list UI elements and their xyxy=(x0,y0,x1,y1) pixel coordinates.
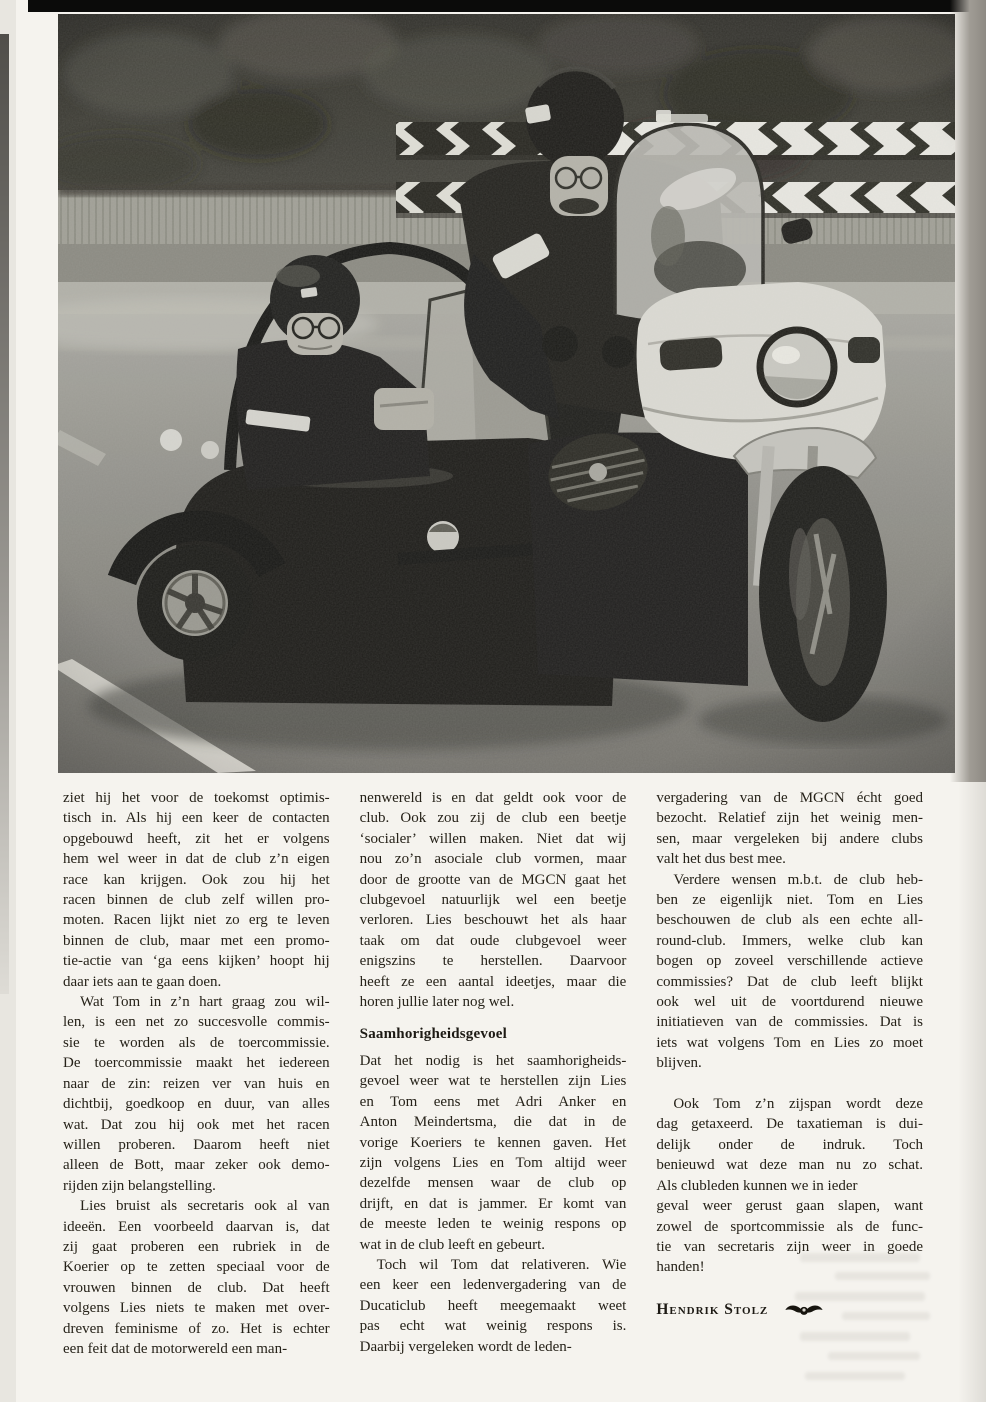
photo-illustration xyxy=(58,14,955,773)
article-line: door de grootte van de MGCN gaat het xyxy=(359,871,627,888)
article-line: daar iets aan te gaan doen. xyxy=(63,973,222,990)
scan-edge-left xyxy=(0,34,9,994)
article-line: club. Ook zou zij de club een beetje xyxy=(359,810,627,827)
article-line: vorige Koeriers te kennen gaven. Het xyxy=(359,1134,627,1151)
article-line: opgebouwd heeft, zit het er volgens xyxy=(63,830,330,847)
scan-edge-right xyxy=(950,0,986,782)
article-line: ziet hij het voor de toekomst optimis- xyxy=(63,790,330,806)
article-line: Ook Tom z’n zijspan wordt deze xyxy=(673,1096,923,1113)
article-line: nou zo’n asociale club vormen, maar xyxy=(359,851,627,868)
article-line: tie-actie van ‘ga eens kijken’ hoopt hij xyxy=(63,953,330,970)
article-line: sen, maar vergeleken bij andere clubs xyxy=(656,830,923,847)
article-line: commissies? Dat de club leeft blijkt xyxy=(656,973,923,990)
article-line: blijven. xyxy=(656,1055,702,1072)
article-line: Anton Meindertsma, die dat in de xyxy=(359,1114,627,1131)
article-line: ook wel uit de voortdurend nieuwe xyxy=(656,994,923,1011)
article-line: enigszins te herstellen. Daarvoor xyxy=(359,953,627,970)
article-line: binnen de club, maar met een promo- xyxy=(63,932,330,949)
article-line: wat in de club leeft en gebeurt. xyxy=(359,1236,545,1253)
article-line: geval weer gerust gaan slapen, want xyxy=(656,1198,923,1215)
article-line: De toercommissie maakt het iedereen xyxy=(63,1055,330,1072)
section-heading: Saamhorigheidsgevoel xyxy=(359,1026,507,1043)
article-line: Wat Tom in z’n hart graag zou wil- xyxy=(80,994,330,1011)
article-line: bogen op zoveel verschillende actieve xyxy=(656,953,923,970)
article-line: vergadering van de MGCN écht goed xyxy=(656,790,923,806)
article-line: rijden zijn belangstelling. xyxy=(63,1177,216,1194)
article-line: een keer een ledenvergadering van de xyxy=(359,1277,627,1294)
article-line: dreven feminisme of zo. Het is echter xyxy=(63,1320,330,1337)
article-line: handen! xyxy=(656,1259,705,1276)
article-body xyxy=(63,788,923,1359)
article-line: dichtbij, goedkoop en duur, van alles xyxy=(63,1096,330,1113)
article-line: Toch wil Tom dat relativeren. Wie xyxy=(376,1256,627,1273)
wings-icon xyxy=(784,1302,824,1318)
article-line: Als clubleden kunnen we in ieder xyxy=(656,1177,858,1194)
article-line: zij gaat proberen een rubriek in de xyxy=(63,1238,330,1255)
article-line: de meeste leden te weinig respons op xyxy=(359,1216,627,1233)
article-line: racen binnen de club zelf willen pro- xyxy=(63,892,330,909)
article-line: zijn volgens Lies en Tom altijd weer xyxy=(359,1154,627,1171)
article-column-2 xyxy=(360,788,627,1359)
article-line: initiatieven van de commissies. Dat is xyxy=(656,1014,923,1031)
article-line: drijft, en dat is jammer. Er komt van xyxy=(359,1195,627,1212)
article-line: clubgevoel natuurlijk wel een beetje xyxy=(359,892,627,909)
article-line: valt het dus best mee. xyxy=(656,851,786,868)
article-line: len, is een net zo succesvolle commis- xyxy=(63,1014,330,1031)
article-line: Dat het nodig is het saamhorigheids- xyxy=(359,1052,627,1069)
article-line: gevoel weer wat te herstellen zijn Lies xyxy=(359,1073,627,1090)
article-line: tisch in. Als hij een keer de contacten xyxy=(63,810,330,827)
article-line: pas echt wat weinig respons is. xyxy=(359,1318,627,1335)
article-line: ideeën. Een voorbeeld daarvan is, dat xyxy=(63,1218,330,1235)
article-line: ‘socialer’ willen maken. Niet dat wij xyxy=(359,830,627,847)
article-line: heeft ze een aantal ideetjes, maar die xyxy=(359,973,627,990)
article-line: ben ze eigenlijk niet. Tom en Lies xyxy=(656,892,923,909)
vignette xyxy=(58,14,955,773)
article-line: een feit dat de motorwereld een man- xyxy=(63,1340,288,1357)
article-line: dezelfde mensen waar de club op xyxy=(359,1175,627,1192)
article-line: Daarbij vergeleken wordt de leden- xyxy=(359,1338,572,1355)
article-line: willen proberen. Daarom heeft niet xyxy=(63,1136,330,1153)
article-line: taak om dat oude clubgevoel weer xyxy=(359,932,627,949)
article-line: tie van secretaris zijn weer in goede xyxy=(656,1238,923,1255)
article-line: verloren. Lies beschouwt het als haar xyxy=(359,912,627,929)
article-line: en Tom eens met Adri Anker en xyxy=(359,1093,627,1110)
article-line: volgens Lies niets te maken met over- xyxy=(63,1300,330,1317)
article-line: sie te worden als de toercommissie. xyxy=(63,1034,330,1051)
article-line: alleen de Bott, maar zeker ook demo- xyxy=(63,1157,330,1174)
article-column-1 xyxy=(63,788,330,1359)
article-line: Verdere wensen m.b.t. de club heb- xyxy=(673,871,923,888)
paragraph-gap xyxy=(656,1074,923,1094)
article-line: moten. Racen lijkt niet zo erg te leven xyxy=(63,912,330,929)
article-line: zowel de sportcommissie als de func- xyxy=(656,1218,923,1235)
article-line: iets wat volgens Tom en Lies zo moet xyxy=(656,1034,923,1051)
article-line: hem wel weer in dat de club z’n eigen xyxy=(63,851,330,868)
scan-edge-right-lower xyxy=(958,782,986,1402)
article-line: Ducaticlub heeft meegemaakt weet xyxy=(359,1297,627,1314)
article-line: vrouwen binnen de club. Dat heeft xyxy=(63,1279,330,1296)
author-name: Hendrik Stolz xyxy=(656,1300,769,1318)
article-line: bezocht. Relatief zijn het weinig men- xyxy=(656,810,923,827)
article-photo xyxy=(58,14,955,773)
article-line: dag getaxeerd. De taxatieman is dui- xyxy=(656,1116,923,1133)
article-line: wat. Dat zou hij ook met het racen xyxy=(63,1116,330,1133)
article-line: Lies bruist als secretaris ook al van xyxy=(80,1198,330,1215)
article-line: nenwereld is en dat geldt ook voor de xyxy=(359,790,627,806)
article-line: round-club. Immers, welke club kan xyxy=(656,932,923,949)
article-line: delijk onder de indruk. Toch xyxy=(656,1136,923,1153)
article-line: benieuwd wat deze man nu zo schat. xyxy=(656,1157,923,1174)
article-line: naar de zin: reizen ver van huis en xyxy=(63,1075,330,1092)
article-line: beschouwen de club als een echte all- xyxy=(656,912,923,929)
scan-edge-top xyxy=(28,0,986,12)
article-line: race kan krijgen. Ook zou hij het xyxy=(63,871,330,888)
article-line: Koerier op te zetten speciaal voor de xyxy=(63,1259,330,1276)
article-line: horen jullie later nog wel. xyxy=(359,994,515,1011)
